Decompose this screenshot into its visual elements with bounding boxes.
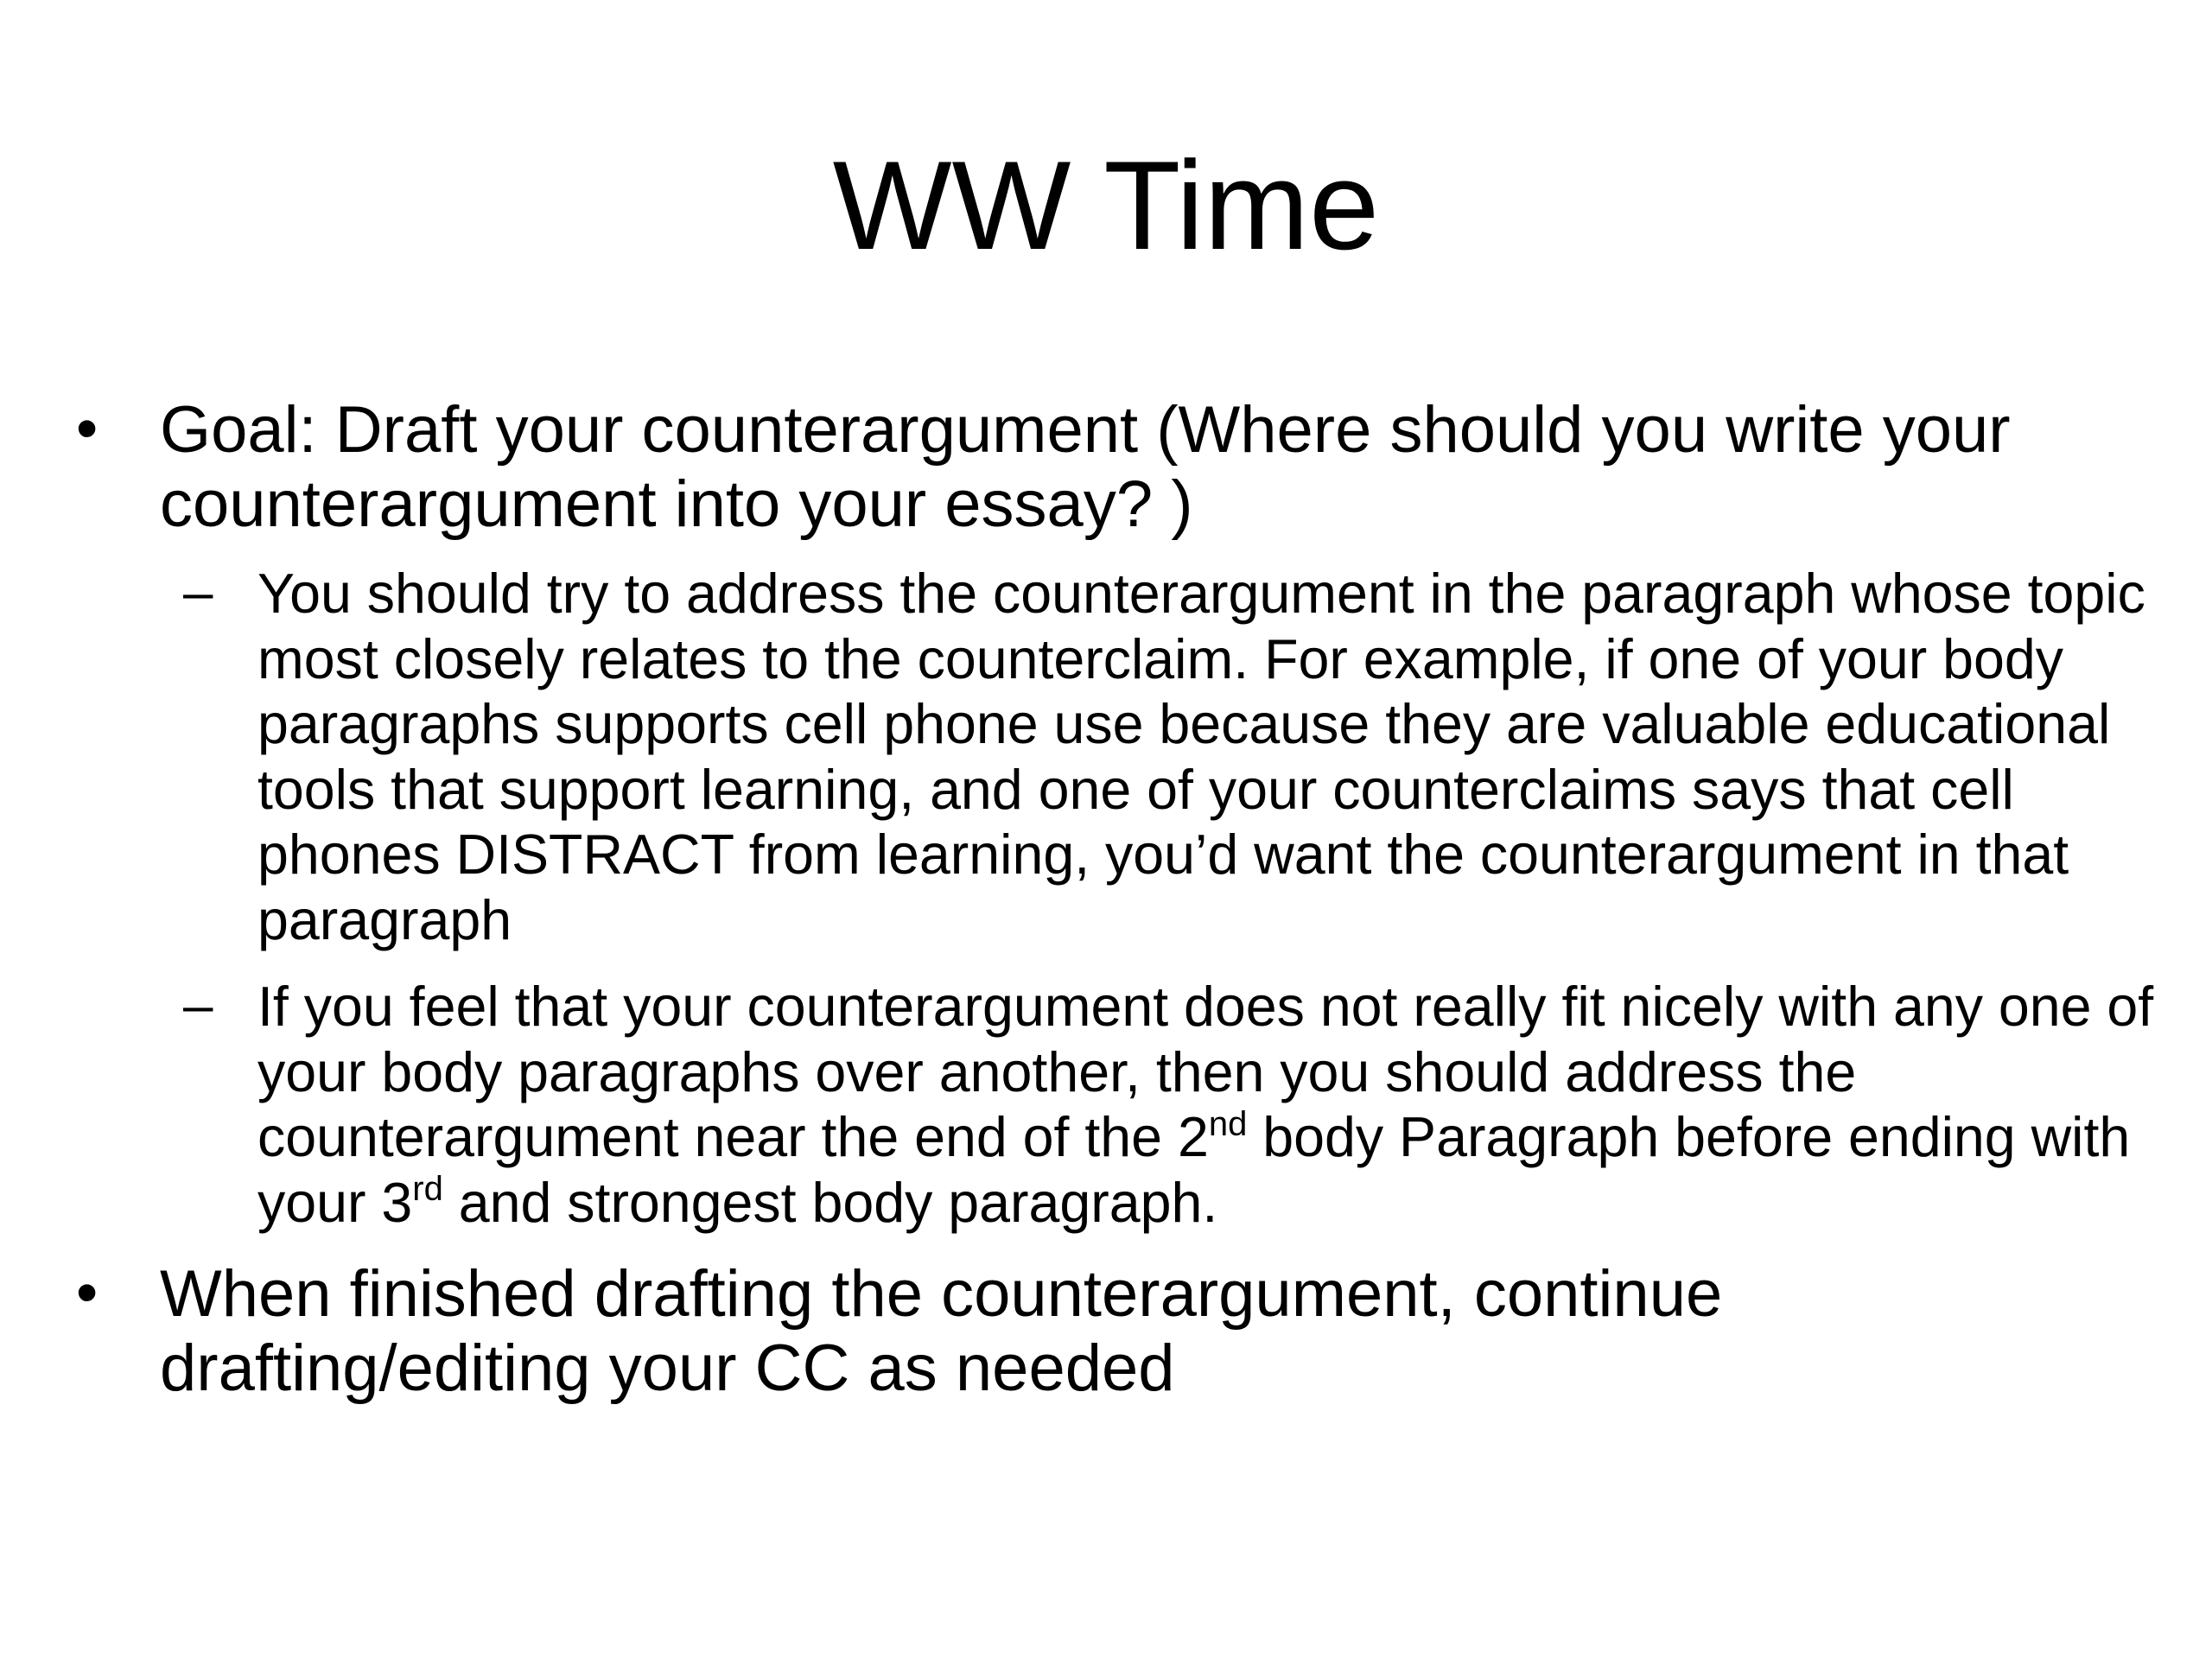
sub-bullet-text xyxy=(257,975,2189,1236)
ordinal-suffix: nd xyxy=(1208,1104,1248,1143)
bullet-text: When finished drafting the counterargument, continue drafting/editing your CC as needed xyxy=(160,1257,1723,1405)
sub-bullet-text: You should try to address the counterargument in the paragraph whose topic most closely relates to the counterclaim. For example, if one of your body paragraphs supports cell phone use because they are valuable educational tools that support learning, and one of your counterclaims says that cell phones DISTRACT from learning, you’d want the counterargument in that paragraph xyxy=(257,563,2145,951)
bullet-marker: • xyxy=(76,1258,99,1327)
sub-bullet-text-part: and strongest body paragraph. xyxy=(442,1171,1218,1234)
sub-bullet-text-part: If you feel that your counterargument does not really fit nicely with any one of your body paragraphs over another, then you should address the counterargument near the end of the 2 xyxy=(257,976,2154,1168)
bullet-marker: • xyxy=(76,394,99,463)
sub-bullet-text-part: body Paragraph before ending with your 3 xyxy=(257,1106,2131,1234)
dash-marker: – xyxy=(183,976,213,1035)
bullet-text: Goal: Draft your counterargument (Where should you write your counterargument into your essay? ) xyxy=(160,393,2011,541)
ordinal-suffix: rd xyxy=(412,1170,443,1209)
dash-marker: – xyxy=(183,563,213,622)
slide-title: WW Time xyxy=(832,135,1380,276)
